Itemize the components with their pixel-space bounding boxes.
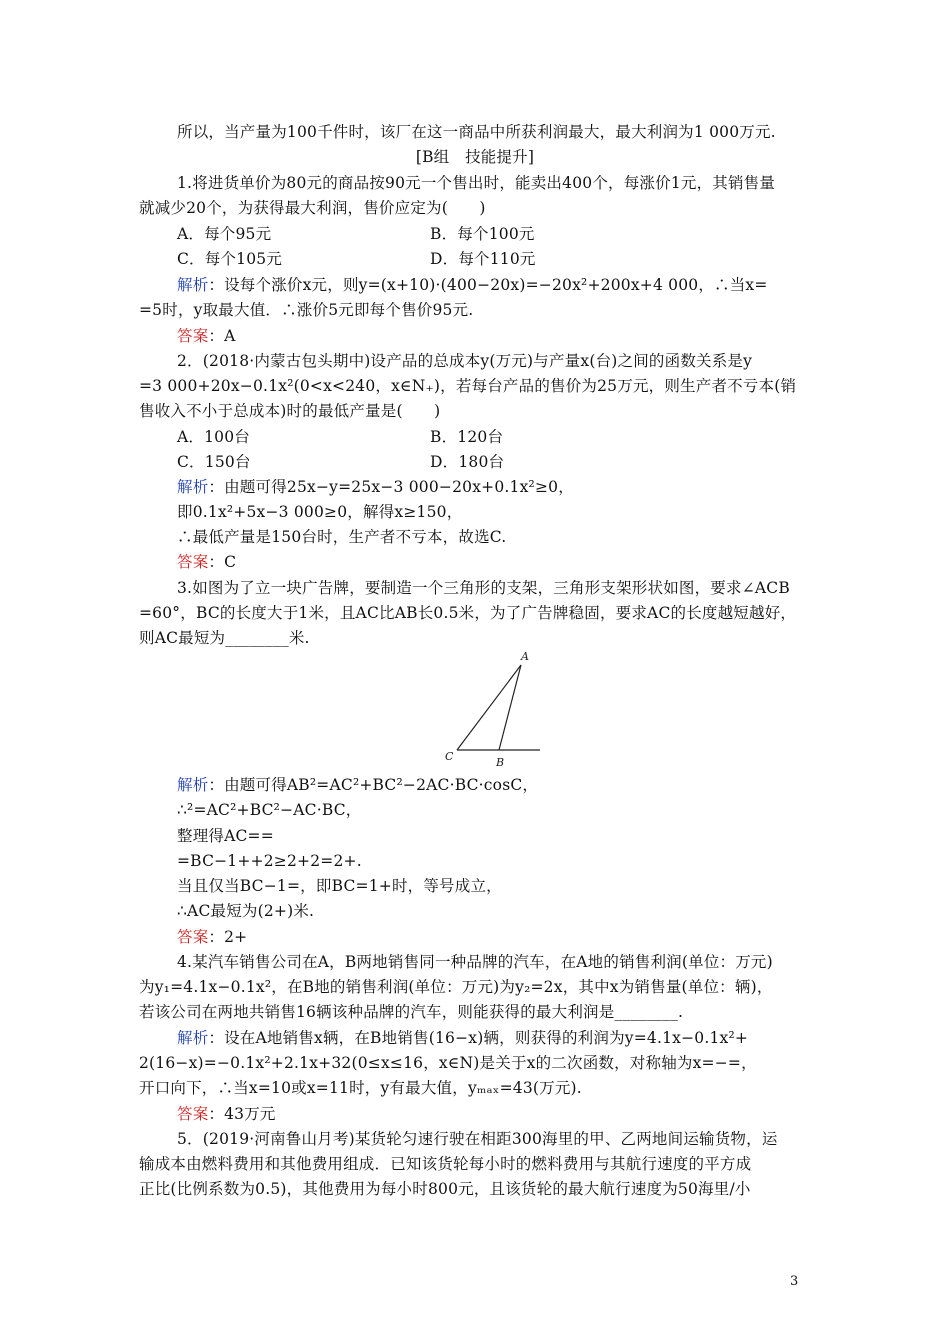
- text-line: [177, 324, 236, 348]
- text-segment: B．120台: [430, 428, 504, 446]
- text-line: [177, 849, 362, 873]
- text-segment: 则AC最短为________米.: [139, 629, 310, 647]
- text-segment: ∴AC最短为(2+)米.: [177, 902, 315, 920]
- text-segment: 整理得AC==: [177, 827, 274, 845]
- analysis-label: 解析: [177, 776, 209, 794]
- text-line: [139, 1000, 683, 1024]
- vertex-label-c: C: [445, 750, 454, 763]
- text-line: [177, 824, 274, 848]
- text-segment: ：43万元: [208, 1105, 276, 1123]
- text-line: [177, 1127, 778, 1151]
- text-segment: =5时，y取最大值．∴涨价5元即每个售价95元.: [139, 301, 474, 319]
- text-segment: 5．(2019·河南鲁山月考)某货轮匀速行驶在相距300海里的甲、乙两地间运输货物，运: [177, 1130, 778, 1148]
- text-line: [139, 1152, 751, 1176]
- text-segment: 当且仅当BC−1=，即BC=1+时，等号成立，: [177, 877, 502, 895]
- text-line: [177, 247, 282, 271]
- text-line: [177, 950, 773, 974]
- text-segment: ∴²=AC²+BC²−AC·BC，: [177, 801, 362, 819]
- text-line: [177, 349, 752, 373]
- text-line: [177, 450, 251, 474]
- text-line: [177, 874, 502, 898]
- text-segment: =3 000+20x−0.1x²(0<x<240，x∈N₊)，若每台产品的售价为25万元，则生产者不亏本(销: [139, 377, 797, 395]
- text-segment: D．180台: [430, 453, 505, 471]
- answer-label: 答案: [177, 928, 209, 946]
- text-line: [177, 576, 790, 600]
- text-line: [177, 550, 236, 574]
- text-line: [177, 222, 271, 246]
- side-ca: [457, 665, 521, 750]
- text-line: [177, 773, 538, 797]
- text-line: [177, 899, 314, 923]
- text-line: [430, 247, 536, 271]
- text-segment: ：2+: [208, 928, 248, 946]
- text-segment: D．每个110元: [430, 250, 536, 268]
- text-segment: 售收入不小于总成本)时的最低产量是( ): [139, 402, 441, 420]
- text-segment: ：由题可得AB²=AC²+BC²−2AC·BC·cosC，: [208, 776, 539, 794]
- analysis-label: 解析: [177, 1029, 209, 1047]
- text-segment: B．每个100元: [430, 225, 535, 243]
- text-line: [177, 1026, 748, 1050]
- text-line: [177, 171, 775, 195]
- text-line: [139, 1076, 582, 1100]
- text-line: [139, 1177, 751, 1201]
- text-segment: 2．(2018·内蒙古包头期中)设产品的总成本y(万元)与产量x(台)之间的函数关系是y: [177, 352, 753, 370]
- text-line: [139, 298, 473, 322]
- text-line: [139, 196, 486, 220]
- text-segment: 开口向下，∴当x=10或x=11时，y有最大值，yₘₐₓ=43(万元).: [139, 1079, 582, 1097]
- text-line: [0, 145, 950, 169]
- text-segment: [B组 技能提升]: [415, 148, 535, 166]
- vertex-label-a: A: [521, 650, 529, 663]
- text-segment: C．每个105元: [177, 250, 283, 268]
- text-segment: =BC−1++2≥2+2=2+.: [177, 852, 362, 870]
- text-segment: A．100台: [177, 428, 250, 446]
- text-segment: A．每个95元: [177, 225, 272, 243]
- text-segment: 4.某汽车销售公司在A，B两地销售同一种品牌的汽车，在A地的销售利润(单位：万元): [177, 953, 773, 971]
- text-segment: ：C: [208, 553, 237, 571]
- text-segment: 输成本由燃料费用和其他费用组成．已知该货轮每小时的燃料费用与其航行速度的平方成: [139, 1155, 752, 1173]
- text-segment: ：设每个涨价x元，则y=(x+10)·(400−20x)=−20x²+200x+4 000，∴当x=: [208, 276, 768, 294]
- page-number: 3: [790, 1274, 799, 1289]
- text-line: [177, 120, 776, 144]
- text-line: [139, 1051, 757, 1075]
- text-line: [177, 525, 506, 549]
- text-line: [177, 1102, 276, 1126]
- text-line: [177, 425, 250, 449]
- text-segment: ∴最低产量是150台时，生产者不亏本，故选C.: [177, 528, 507, 546]
- text-line: [139, 374, 796, 398]
- text-segment: 1.将进货单价为80元的商品按90元一个售出时，能卖出400个，每涨价1元，其销售量: [177, 174, 776, 192]
- answer-label: 答案: [177, 327, 209, 345]
- text-segment: 若该公司在两地共销售16辆该种品牌的汽车，则能获得的最大利润是________.: [139, 1003, 684, 1021]
- text-line: [430, 222, 535, 246]
- answer-label: 答案: [177, 1105, 209, 1123]
- answer-label: 答案: [177, 553, 209, 571]
- text-line: [139, 399, 440, 423]
- text-segment: =60°，BC的长度大于1米，且AC比AB长0.5米，为了广告牌稳固，要求AC的长度越短越好，: [139, 604, 797, 622]
- text-segment: 正比(比例系数为0.5)，其他费用为每小时800元，且该货轮的最大航行速度为50海里/小: [139, 1180, 751, 1198]
- text-segment: ：由题可得25x−y=25x−3 000−20x+0.1x²≥0，: [208, 478, 574, 496]
- analysis-label: 解析: [177, 276, 209, 294]
- text-segment: 即0.1x²+5x−3 000≥0，解得x≥150，: [177, 503, 463, 521]
- text-segment: 2(16−x)=−0.1x²+2.1x+32(0≤x≤16，x∈N)是关于x的二次函数，对称轴为x=−=，: [139, 1054, 757, 1072]
- text-line: [177, 798, 361, 822]
- text-line: [177, 475, 574, 499]
- text-line: [177, 500, 462, 524]
- text-segment: C．150台: [177, 453, 251, 471]
- text-segment: 为y₁=4.1x−0.1x²，在B地的销售利润(单位：万元)为y₂=2x，其中x为销售量(单位：辆)，: [139, 978, 773, 996]
- text-segment: 3.如图为了立一块广告牌，要制造一个三角形的支架，三角形支架形状如图，要求∠ACB: [177, 579, 790, 597]
- text-line: [177, 925, 247, 949]
- text-line: [139, 975, 773, 999]
- vertex-label-b: B: [496, 756, 505, 769]
- triangle-figure: [430, 648, 560, 770]
- text-segment: ：A: [208, 327, 236, 345]
- text-segment: 就减少20个，为获得最大利润，售价应定为( ): [139, 199, 486, 217]
- text-line: [139, 626, 310, 650]
- text-line: [430, 450, 504, 474]
- text-line: [430, 425, 503, 449]
- side-ba: [499, 665, 521, 750]
- text-segment: ：设在A地销售x辆，在B地销售(16−x)辆，则获得的利润为y=4.1x−0.1x²+: [208, 1029, 749, 1047]
- text-line: [139, 601, 796, 625]
- text-segment: 所以，当产量为100千件时，该厂在这一商品中所获利润最大，最大利润为1 000万元.: [177, 123, 776, 141]
- analysis-label: 解析: [177, 478, 209, 496]
- text-line: [177, 273, 768, 297]
